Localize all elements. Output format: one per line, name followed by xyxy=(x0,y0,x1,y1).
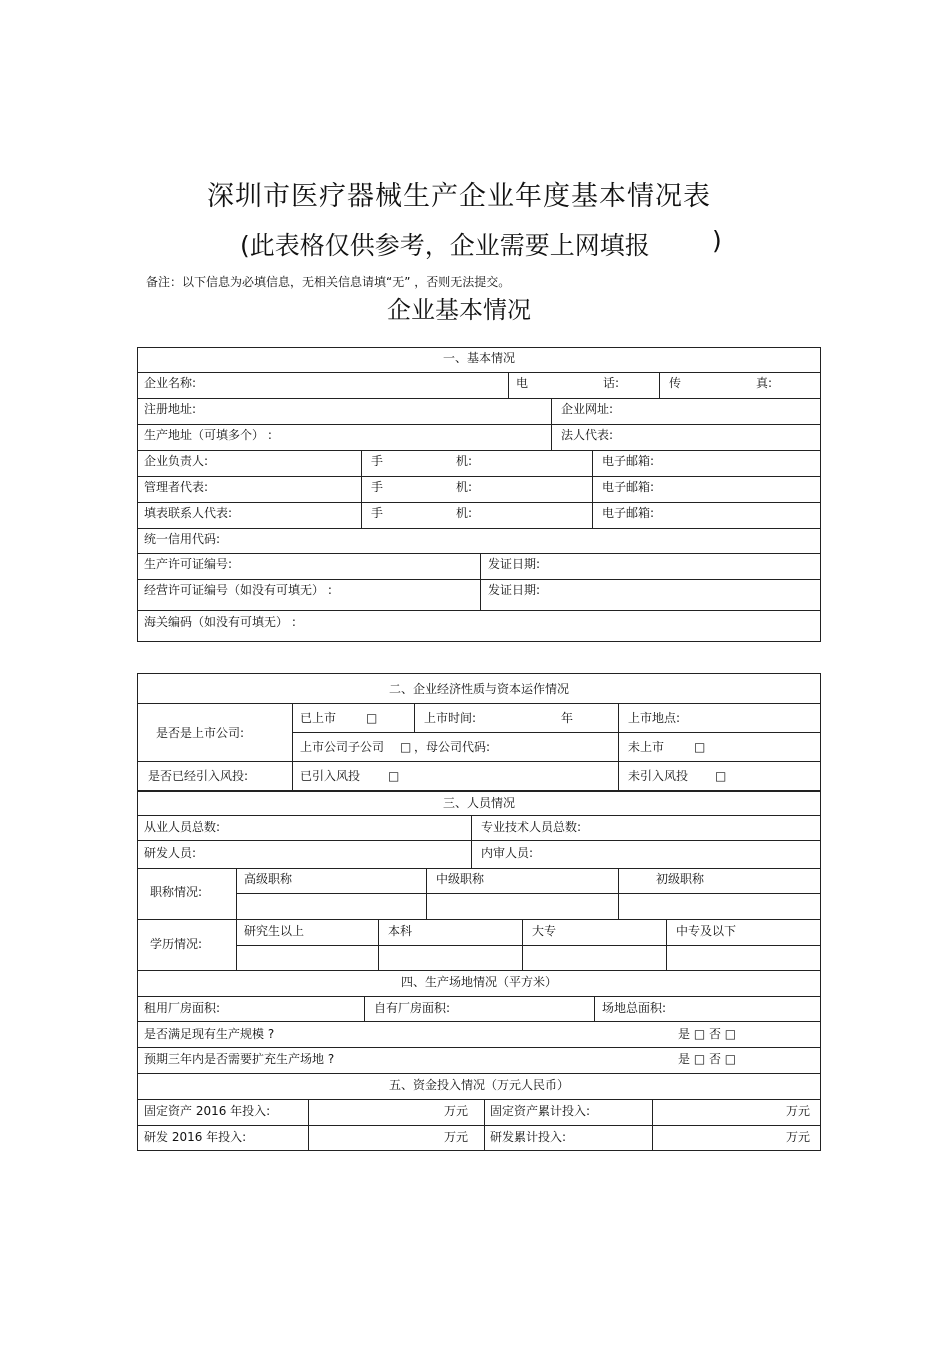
vc-yes-checkbox[interactable]: □ xyxy=(388,769,400,783)
principal-label: 企业负责人: xyxy=(144,454,209,468)
listed-question-label: 是否是上市公司: xyxy=(156,726,245,740)
credit-code-label: 统一信用代码: xyxy=(144,532,221,546)
production-address-label: 生产地址（可填多个） : xyxy=(144,428,272,442)
unit-label: 万元 xyxy=(444,1130,469,1144)
contact-rep-label: 填表联系人代表: xyxy=(144,506,233,520)
subtitle-text: (此表格仅供参考，企业需要上网填报 xyxy=(240,231,650,260)
registered-address-label: 注册地址: xyxy=(144,402,197,416)
bachelor-label: 本科 xyxy=(388,924,413,938)
website-label: 企业网址: xyxy=(561,402,614,416)
vc-no-label: 未引入风投 xyxy=(628,769,689,783)
rd-staff-label: 研发人员: xyxy=(144,846,197,860)
mobile-label-a: 手 xyxy=(371,454,384,468)
middle-title-label: 中级职称 xyxy=(436,872,485,886)
email-label: 电子邮箱: xyxy=(602,506,655,520)
mobile-label-b: 机: xyxy=(456,506,473,520)
expand-yes-no[interactable]: 是 □ 否 □ xyxy=(678,1052,737,1066)
expand-question: 预期三年内是否需要扩充生产场地 ? xyxy=(144,1052,335,1066)
section-5-header: 五、资金投入情况（万元人民币） xyxy=(388,1078,569,1092)
page-subtitle xyxy=(240,226,740,262)
education-label: 学历情况: xyxy=(150,937,203,951)
fixed-asset-2016-label: 固定资产 2016 年投入: xyxy=(144,1104,271,1118)
email-label: 电子邮箱: xyxy=(602,480,655,494)
not-listed-checkbox[interactable]: □ xyxy=(694,740,706,754)
subsidiary-label: 上市公司子公司 xyxy=(300,740,385,754)
secondary-label: 中专及以下 xyxy=(676,924,737,938)
section-3-header: 三、人员情况 xyxy=(442,796,515,810)
company-name-label: 企业名称: xyxy=(144,376,197,390)
mobile-label-a: 手 xyxy=(371,480,384,494)
issue-date-label: 发证日期: xyxy=(488,557,541,571)
postgrad-label: 研究生以上 xyxy=(244,924,305,938)
email-label: 电子邮箱: xyxy=(602,454,655,468)
customs-code-label: 海关编码（如没有可填无） : xyxy=(144,615,296,629)
listed-label: 已上市 xyxy=(300,711,337,725)
listing-place-label: 上市地点: xyxy=(628,711,681,725)
title-status-label: 职称情况: xyxy=(150,885,203,899)
mobile-label-b: 机: xyxy=(456,454,473,468)
owned-area-label: 自有厂房面积: xyxy=(374,1001,451,1015)
rented-area-label: 租用厂房面积: xyxy=(144,1001,221,1015)
business-license-label: 经营许可证编号（如没有可填无） : xyxy=(144,583,332,597)
page-title: 深圳市医疗器械生产企业年度基本情况表 xyxy=(207,181,711,212)
basic-info-table xyxy=(137,347,821,642)
section-4-header: 四、生产场地情况（平方米） xyxy=(400,975,557,989)
phone-label-b: 话: xyxy=(603,376,620,390)
vc-no-checkbox[interactable]: □ xyxy=(715,769,727,783)
unit-label: 万元 xyxy=(444,1104,469,1118)
subsidiary-checkbox[interactable]: □ xyxy=(400,740,412,754)
junior-title-label: 初级职称 xyxy=(656,872,705,886)
section-1-header: 一、基本情况 xyxy=(442,351,515,365)
rd-total-label: 研发累计投入: xyxy=(490,1130,567,1144)
meet-scale-yes-no[interactable]: 是 □ 否 □ xyxy=(678,1027,737,1041)
unit-label: 万元 xyxy=(786,1130,811,1144)
total-area-label: 场地总面积: xyxy=(602,1001,667,1015)
mobile-label-a: 手 xyxy=(371,506,384,520)
vc-yes-label: 已引入风投 xyxy=(300,769,361,783)
fixed-asset-total-label: 固定资产累计投入: xyxy=(490,1104,591,1118)
unit-label: 万元 xyxy=(786,1104,811,1118)
year-label: 年 xyxy=(561,711,574,725)
section-heading: 企业基本情况 xyxy=(387,296,531,324)
total-staff-label: 从业人员总数: xyxy=(144,820,221,834)
listed-checkbox[interactable]: □ xyxy=(366,711,378,725)
note: 备注：以下信息为必填信息，无相关信息请填“无” ，否则无法提交。 xyxy=(146,275,511,289)
meet-scale-question: 是否满足现有生产规模 ? xyxy=(144,1027,275,1041)
legal-representative-label: 法人代表: xyxy=(561,428,614,442)
operations-table xyxy=(137,673,821,1151)
senior-title-label: 高级职称 xyxy=(244,872,293,886)
manager-rep-label: 管理者代表: xyxy=(144,480,209,494)
phone-label-a: 电 xyxy=(516,376,529,390)
listing-time-label: 上市时间: xyxy=(424,711,477,725)
audit-staff-label: 内审人员: xyxy=(481,846,534,860)
section-2-header: 二、企业经济性质与资本运作情况 xyxy=(388,682,569,696)
rd-2016-label: 研发 2016 年投入: xyxy=(144,1130,247,1144)
tech-staff-label: 专业技术人员总数: xyxy=(481,820,582,834)
subtitle-close: ) xyxy=(712,226,722,255)
production-license-label: 生产许可证编号: xyxy=(144,557,233,571)
issue-date-label: 发证日期: xyxy=(488,583,541,597)
fax-label-a: 传 xyxy=(669,376,682,390)
vc-question-label: 是否已经引入风投: xyxy=(148,769,249,783)
mobile-label-b: 机: xyxy=(456,480,473,494)
college-label: 大专 xyxy=(532,924,557,938)
fax-label-b: 真: xyxy=(756,376,773,390)
not-listed-label: 未上市 xyxy=(628,740,665,754)
parent-code-label: ，母公司代码: xyxy=(414,740,491,754)
